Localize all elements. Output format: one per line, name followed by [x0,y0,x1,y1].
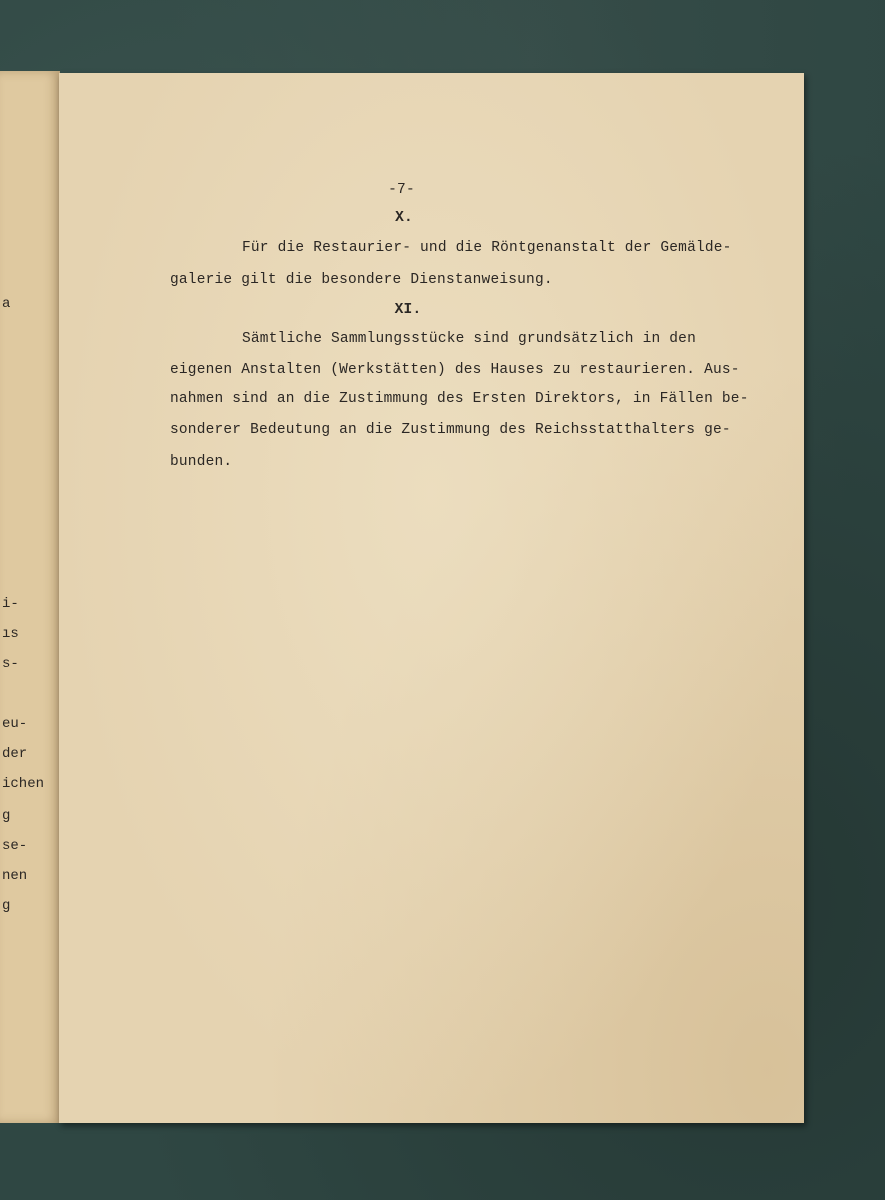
section-xi-line: eigenen Anstalten (Werkstätten) des Hauses zu restaurieren. Aus- [170,362,740,378]
left-page-fragment: s- [2,656,19,672]
section-xi-line: bunden. [170,454,233,470]
left-page-fragment: eu- [2,716,28,732]
left-page-fragment: ichen [2,776,45,792]
left-page-fragment: der [2,746,28,762]
section-heading-xi: XI. [394,302,422,318]
page-number: -7- [388,182,415,198]
section-x-line: galerie gilt die besondere Dienstanweisung. [170,272,553,288]
left-page-fragment: nen [2,868,28,884]
section-xi-line: nahmen sind an die Zustimmung des Ersten Direktors, in Fällen be- [170,391,749,407]
left-page-fragment: g [2,808,11,824]
left-page-edge [0,71,60,1123]
left-page-fragment: se- [2,838,28,854]
section-xi-line: Sämtliche Sammlungsstücke sind grundsätzlich in den [242,331,696,347]
left-page-fragment: ıs [2,626,19,642]
left-page-fragment: g [2,898,11,914]
document-page [59,73,804,1123]
left-page-fragment: a [2,296,11,312]
left-page-fragment: i- [2,596,19,612]
section-x-line: Für die Restaurier- und die Röntgenanstalt der Gemälde- [242,240,732,256]
section-heading-x: X. [395,210,413,226]
section-xi-line: sonderer Bedeutung an die Zustimmung des Reichsstatthalters ge- [170,422,731,438]
